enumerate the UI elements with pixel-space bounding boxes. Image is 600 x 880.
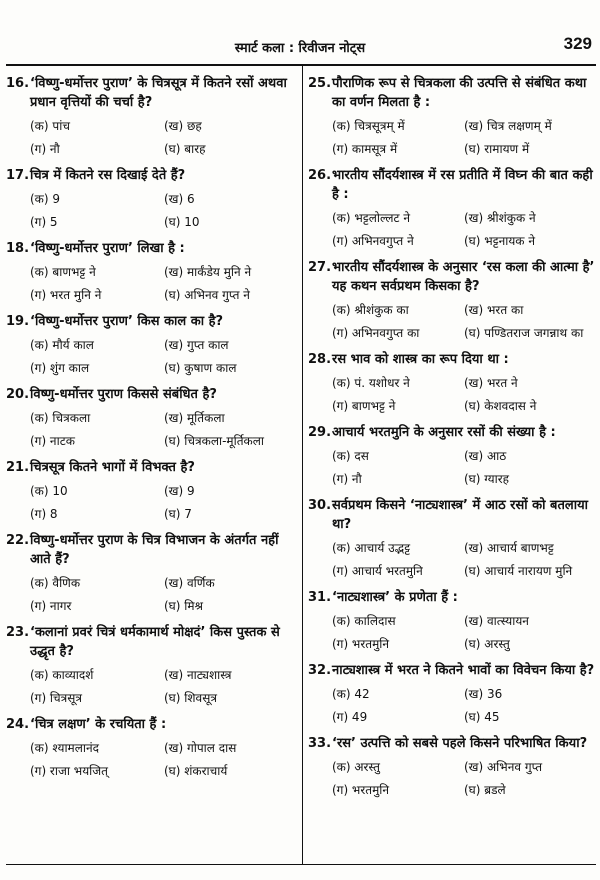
question-body: ‘विष्णु-धर्मोत्तर पुराण’ के चित्रसूत्र में कितने रसों अथवा प्रधान वृत्तियों की चर्चा है? [30, 76, 287, 110]
option-list [6, 188, 298, 234]
page-number: 329 [563, 34, 592, 53]
question-body: चित्र में कितने रस दिखाई देते हैं? [30, 168, 186, 183]
question-number: 21. [6, 460, 30, 475]
question-number: 17. [6, 168, 30, 183]
option: (ग) शुंग काल [30, 361, 90, 375]
option: (घ) रामायण में [464, 142, 530, 156]
option-list [308, 445, 596, 491]
question-body: नाट्यशास्त्र में भरत ने कितने भावों का विवेचन किया है? [332, 663, 595, 678]
question-number: 25. [308, 76, 332, 91]
question-text [6, 239, 298, 258]
option: (ग) नौ [30, 142, 60, 156]
question-number: 16. [6, 76, 30, 91]
question-25 [308, 74, 596, 161]
option-list [6, 334, 298, 380]
option: (ग) 8 [30, 507, 58, 521]
option: (ख) आचार्य बाणभट्ट [464, 541, 554, 555]
column-divider [302, 66, 303, 864]
option: (ख) भरत ने [464, 376, 518, 390]
question-32 [308, 661, 596, 729]
option: (घ) बारह [164, 142, 206, 156]
question-22 [6, 531, 298, 618]
question-body: विष्णु-धर्मोत्तर पुराण के चित्र विभाजन के अंतर्गत नहीं आते हैं? [30, 533, 279, 567]
option: (क) अरस्तु [332, 760, 380, 774]
option: (क) बाणभट्ट ने [30, 265, 96, 279]
option-list [6, 261, 298, 307]
question-text [308, 588, 596, 607]
option: (क) आचार्य उद्भट्ट [332, 541, 411, 555]
option: (ग) 5 [30, 215, 58, 229]
option: (ग) भरतमुनि [332, 783, 390, 797]
option: (क) 10 [30, 484, 68, 498]
question-body: ‘विष्णु-धर्मोत्तर पुराण’ लिखा है : [30, 241, 185, 256]
question-18 [6, 239, 298, 307]
option: (ग) आचार्य भरतमुनि [332, 564, 423, 578]
option: (ग) नागर [30, 599, 72, 613]
option: (घ) 10 [164, 215, 200, 229]
option: (ख) गुप्त काल [164, 338, 229, 352]
option: (घ) ग्यारह [464, 472, 509, 486]
question-31 [308, 588, 596, 656]
option-list [308, 115, 596, 161]
question-text [308, 496, 596, 534]
question-body: रस भाव को शास्त्र का रूप दिया था : [332, 352, 509, 367]
question-21 [6, 458, 298, 526]
question-27 [308, 258, 596, 345]
option: (ख) मार्कंडेय मुनि ने [164, 265, 252, 279]
question-number: 33. [308, 736, 332, 751]
option-list [308, 372, 596, 418]
question-body: भारतीय सौंदर्यशास्त्र में रस प्रतीति में विघ्न की बात कही है : [332, 168, 593, 202]
option: (घ) शिवसूत्र [164, 691, 217, 705]
option: (घ) 45 [464, 710, 500, 724]
option: (क) कालिदास [332, 614, 396, 628]
question-number: 18. [6, 241, 30, 256]
option: (घ) अरस्तु [464, 637, 510, 651]
question-text [6, 623, 298, 661]
running-title: स्मार्ट कला : रिवीजन नोट्स [234, 41, 366, 56]
option: (ख) 36 [464, 687, 503, 701]
option: (घ) 7 [164, 507, 192, 521]
option-list [308, 299, 596, 345]
option: (घ) ब्रडले [464, 783, 506, 797]
option: (घ) भट्टनायक ने [464, 234, 535, 248]
question-text [308, 166, 596, 204]
option-list [6, 480, 298, 526]
option: (ग) अभिनवगुप्त ने [332, 234, 414, 248]
option: (ग) भरतमुनि [332, 637, 390, 651]
question-body: ‘नाट्यशास्त्र’ के प्रणेता हैं : [332, 590, 458, 605]
question-body: सर्वप्रथम किसने ‘नाट्यशास्त्र’ में आठ रसों को बतलाया था? [332, 498, 588, 532]
option: (घ) केशवदास ने [464, 399, 537, 413]
option-list [6, 664, 298, 710]
option: (ग) कामसूत्र में [332, 142, 398, 156]
question-number: 28. [308, 352, 332, 367]
option-list [308, 683, 596, 729]
option: (ख) 6 [164, 192, 195, 206]
option: (ख) चित्र लक्षणम् में [464, 119, 552, 133]
option-list [308, 537, 596, 583]
question-number: 30. [308, 498, 332, 513]
option: (ख) वात्स्यायन [464, 614, 529, 628]
option: (क) भट्टलोल्लट ने [332, 211, 411, 225]
right-column [308, 74, 596, 862]
question-text [308, 74, 596, 112]
question-20 [6, 385, 298, 453]
left-column [6, 74, 298, 862]
option: (क) पं. यशोधर ने [332, 376, 410, 390]
option-list [308, 756, 596, 802]
option: (क) चित्रकला [30, 411, 91, 425]
question-text [308, 423, 596, 442]
question-number: 32. [308, 663, 332, 678]
question-number: 29. [308, 425, 332, 440]
question-26 [308, 166, 596, 253]
question-24 [6, 715, 298, 783]
question-number: 19. [6, 314, 30, 329]
footer-rule [6, 864, 596, 865]
option: (ख) वर्णिक [164, 576, 215, 590]
option: (क) श्रीशंकुक का [332, 303, 409, 317]
question-text [6, 74, 298, 112]
question-body: पौराणिक रूप से चित्रकला की उत्पत्ति से संबंधित कथा का वर्णन मिलता है : [332, 76, 587, 110]
question-29 [308, 423, 596, 491]
question-33 [308, 734, 596, 802]
option: (घ) कुषाण काल [164, 361, 237, 375]
option: (क) पांच [30, 119, 70, 133]
option-list [308, 207, 596, 253]
option-list [6, 115, 298, 161]
question-text [308, 350, 596, 369]
option: (ग) नाटक [30, 434, 75, 448]
question-text [308, 661, 596, 680]
option: (क) वैणिक [30, 576, 81, 590]
option: (ग) अभिनवगुप्त का [332, 326, 420, 340]
question-number: 20. [6, 387, 30, 402]
option: (घ) शंकराचार्य [164, 764, 228, 778]
question-number: 23. [6, 625, 30, 640]
question-17 [6, 166, 298, 234]
option: (क) श्यामलानंद [30, 741, 100, 755]
question-body: आचार्य भरतमुनि के अनुसार रसों की संख्या है : [332, 425, 556, 440]
option-list [6, 737, 298, 783]
question-number: 31. [308, 590, 332, 605]
option: (ख) 9 [164, 484, 195, 498]
option: (घ) मिश्र [164, 599, 204, 613]
question-text [6, 531, 298, 569]
option: (घ) चित्रकला-मूर्तिकला [164, 434, 264, 448]
question-text [308, 734, 596, 753]
question-23 [6, 623, 298, 710]
question-19 [6, 312, 298, 380]
option: (घ) अभिनव गुप्त ने [164, 288, 250, 302]
question-number: 27. [308, 260, 332, 275]
question-body: भारतीय सौंदर्यशास्त्र के अनुसार ‘रस कला की आत्मा है’ यह कथन सर्वप्रथम किसका है? [332, 260, 595, 294]
header-rule [6, 64, 596, 66]
option-list [6, 407, 298, 453]
option: (क) मौर्य काल [30, 338, 94, 352]
question-number: 26. [308, 168, 332, 183]
option: (घ) आचार्य नारायण मुनि [464, 564, 573, 578]
option: (ख) गोपाल दास [164, 741, 237, 755]
option: (क) चित्रसूत्रम् में [332, 119, 405, 133]
option: (ख) भरत का [464, 303, 524, 317]
question-number: 24. [6, 717, 30, 732]
option: (ग) भरत मुनि ने [30, 288, 102, 302]
option: (घ) पण्डितराज जगन्नाथ का [464, 326, 584, 340]
option: (ख) आठ [464, 449, 507, 463]
question-body: ‘कलानां प्रवरं चित्रं धर्मकामार्थ मोक्षदं’ किस पुस्तक से उद्धृत है? [30, 625, 280, 659]
question-30 [308, 496, 596, 583]
option: (ग) चित्रसूत्र [30, 691, 83, 705]
option: (ग) नौ [332, 472, 362, 486]
question-text [6, 458, 298, 477]
question-body: ‘चित्र लक्षण’ के रचयिता हैं : [30, 717, 167, 732]
option-list [6, 572, 298, 618]
option: (ख) श्रीशंकुक ने [464, 211, 536, 225]
question-number: 22. [6, 533, 30, 548]
option: (ख) छह [164, 119, 202, 133]
option: (क) 42 [332, 687, 370, 701]
option: (ग) 49 [332, 710, 368, 724]
option: (क) दस [332, 449, 369, 463]
question-text [6, 166, 298, 185]
question-text [308, 258, 596, 296]
option: (क) 9 [30, 192, 61, 206]
question-body: ‘रस’ उत्पत्ति को सबसे पहले किसने परिभाषित किया? [332, 736, 588, 751]
question-28 [308, 350, 596, 418]
option: (ग) राजा भयजित् [30, 764, 109, 778]
option: (क) काव्यादर्श [30, 668, 94, 682]
question-body: ‘विष्णु-धर्मोत्तर पुराण’ किस काल का है? [30, 314, 224, 329]
question-16 [6, 74, 298, 161]
page-header [0, 0, 600, 64]
option: (ख) नाट्यशास्त्र [164, 668, 232, 682]
option: (ग) बाणभट्ट ने [332, 399, 396, 413]
option-list [308, 610, 596, 656]
question-body: विष्णु-धर्मोत्तर पुराण किससे संबंधित है? [30, 387, 217, 402]
question-body: चित्रसूत्र कितने भागों में विभक्त है? [30, 460, 195, 475]
option: (ख) अभिनव गुप्त [464, 760, 543, 774]
option: (ख) मूर्तिकला [164, 411, 225, 425]
question-text [6, 715, 298, 734]
question-text [6, 312, 298, 331]
question-text [6, 385, 298, 404]
